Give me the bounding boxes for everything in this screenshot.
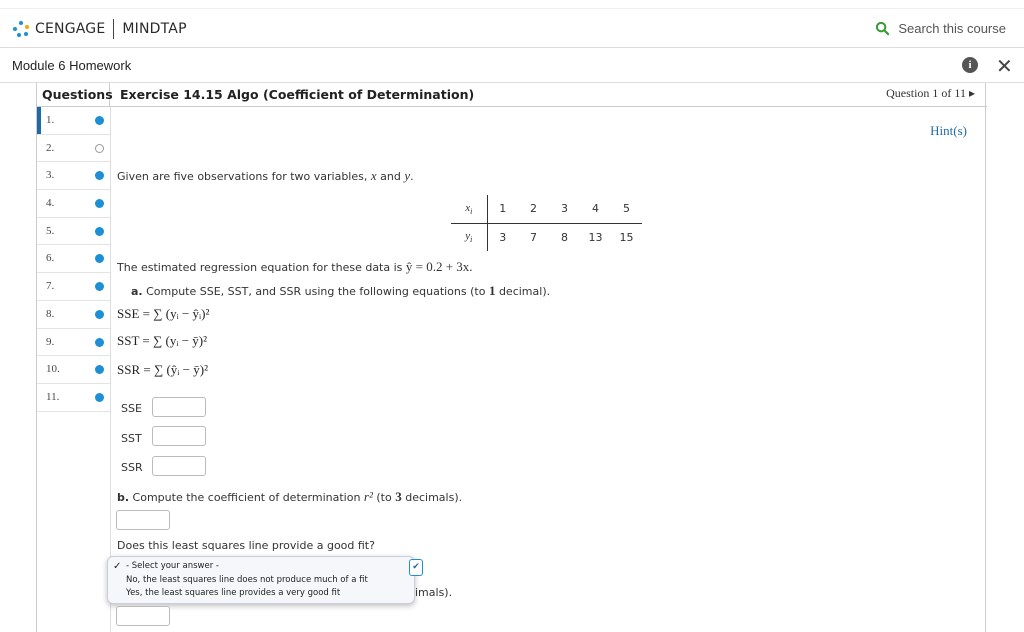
sst-label: SST bbox=[121, 432, 142, 445]
module-title: Module 6 Homework bbox=[12, 58, 132, 73]
question-list bbox=[37, 107, 110, 412]
answered-dot-icon bbox=[95, 171, 104, 180]
assignment-panel bbox=[36, 83, 986, 632]
table-row-y bbox=[451, 223, 642, 251]
part-a-text: a. Compute SSE, SST, and SSR using the following equations (to 1 decimal). bbox=[131, 283, 551, 298]
question-number: 7. bbox=[46, 280, 55, 293]
dropdown-option[interactable]: - Select your answer - bbox=[126, 561, 219, 571]
content-divider bbox=[110, 107, 111, 632]
var-y: y bbox=[404, 168, 411, 183]
sst-equation: SST = ∑ (yᵢ − ȳ)² bbox=[117, 333, 208, 348]
question-item[interactable] bbox=[37, 162, 110, 190]
question-number: 8. bbox=[46, 307, 55, 320]
unanswered-dot-icon bbox=[95, 144, 104, 153]
observations-table bbox=[451, 195, 642, 251]
check-icon: ✓ bbox=[113, 561, 122, 572]
cengage-dots-icon bbox=[12, 19, 32, 39]
dropdown-chevron-icon[interactable]: ✔ bbox=[409, 559, 423, 576]
question-item[interactable] bbox=[37, 329, 110, 357]
r-squared-input[interactable] bbox=[116, 510, 170, 530]
answered-dot-icon bbox=[95, 282, 104, 291]
brand-name: CENGAGE bbox=[35, 21, 106, 37]
x-value: 1 bbox=[487, 195, 518, 223]
question-number: 6. bbox=[46, 252, 55, 265]
y-value: 13 bbox=[588, 230, 603, 244]
cengage-logo[interactable] bbox=[12, 19, 187, 39]
ssr-input[interactable] bbox=[152, 456, 206, 476]
question-number: 2. bbox=[46, 141, 55, 154]
question-number: 4. bbox=[46, 197, 55, 210]
question-item[interactable] bbox=[37, 384, 110, 412]
x-value: 4 bbox=[580, 195, 611, 223]
answered-dot-icon bbox=[95, 227, 104, 236]
question-item[interactable] bbox=[37, 218, 110, 246]
module-bar bbox=[0, 49, 1024, 83]
answered-dot-icon bbox=[95, 310, 104, 319]
product-name: MINDTAP bbox=[122, 21, 187, 37]
y-label: $y_i$ bbox=[451, 223, 487, 251]
x-value: 3 bbox=[549, 195, 580, 223]
exercise-title: Exercise 14.15 Algo (Coefficient of Determination) bbox=[120, 87, 475, 102]
fit-question: Does this least squares line provide a good fit? bbox=[117, 539, 375, 552]
question-navigator[interactable]: Question 1 of 11 ▸ bbox=[886, 86, 975, 100]
y-value: 7 bbox=[530, 230, 537, 244]
answered-dot-icon bbox=[95, 365, 104, 374]
question-number: 5. bbox=[46, 224, 55, 237]
hint-link[interactable]: Hint(s) bbox=[930, 123, 967, 138]
table-row-x bbox=[451, 195, 642, 223]
y-value: 3 bbox=[499, 230, 507, 244]
sst-input[interactable] bbox=[152, 426, 206, 446]
header-divider bbox=[110, 106, 987, 107]
sse-equation: SSE = ∑ (yᵢ − ŷᵢ)² bbox=[117, 306, 210, 321]
ssr-equation: SSR = ∑ (ŷᵢ − ȳ)² bbox=[117, 362, 208, 377]
question-number: 10. bbox=[46, 363, 60, 376]
answer-input[interactable] bbox=[116, 606, 170, 626]
y-value: 15 bbox=[619, 230, 634, 244]
answered-dot-icon bbox=[95, 254, 104, 263]
answered-dot-icon bbox=[95, 116, 104, 125]
part-b-text: b. Compute the coefficient of determination r² (to 3 decimals). bbox=[117, 489, 463, 504]
ssr-label: SSR bbox=[121, 461, 143, 474]
answered-dot-icon bbox=[95, 199, 104, 208]
question-number: 9. bbox=[46, 335, 55, 348]
answered-dot-icon bbox=[95, 393, 104, 402]
regression-text: The estimated regression equation for these data is ŷ = 0.2 + 3x. bbox=[117, 259, 473, 274]
info-icon[interactable]: i bbox=[962, 57, 978, 73]
question-item[interactable] bbox=[37, 356, 110, 384]
question-number: 3. bbox=[46, 169, 55, 182]
var-x: x bbox=[370, 168, 377, 183]
close-icon[interactable]: ✕ bbox=[996, 54, 1013, 78]
y-value: 8 bbox=[561, 230, 568, 244]
search-course[interactable] bbox=[875, 21, 1006, 36]
fit-answer-dropdown[interactable] bbox=[107, 556, 415, 604]
question-number: 1. bbox=[46, 114, 55, 126]
question-number: 11. bbox=[46, 390, 60, 403]
regression-equation: ŷ = 0.2 + 3x. bbox=[405, 259, 473, 274]
answered-dot-icon bbox=[95, 338, 104, 347]
question-item[interactable] bbox=[37, 301, 110, 329]
trailing-text: imals). bbox=[415, 586, 453, 599]
question-item[interactable] bbox=[37, 273, 110, 301]
x-value: 5 bbox=[611, 195, 642, 223]
question-item[interactable] bbox=[37, 135, 110, 163]
question-item[interactable] bbox=[37, 245, 110, 273]
question-item[interactable] bbox=[37, 107, 110, 135]
dropdown-option[interactable]: Yes, the least squares line provides a very good fit bbox=[126, 588, 341, 598]
search-icon bbox=[875, 21, 890, 36]
dropdown-option[interactable]: No, the least squares line does not produce much of a fit bbox=[126, 575, 368, 585]
sse-input[interactable] bbox=[152, 397, 206, 417]
questions-heading: Questions bbox=[37, 83, 110, 107]
intro-text: Given are five observations for two variables, x and y. bbox=[117, 168, 414, 183]
x-label: $x_i$ bbox=[451, 195, 487, 223]
logo-divider bbox=[113, 19, 114, 39]
sse-label: SSE bbox=[121, 402, 142, 415]
search-placeholder[interactable]: Search this course bbox=[898, 21, 1006, 36]
x-value: 2 bbox=[518, 195, 549, 223]
top-bar bbox=[0, 8, 1024, 48]
question-item[interactable] bbox=[37, 190, 110, 218]
